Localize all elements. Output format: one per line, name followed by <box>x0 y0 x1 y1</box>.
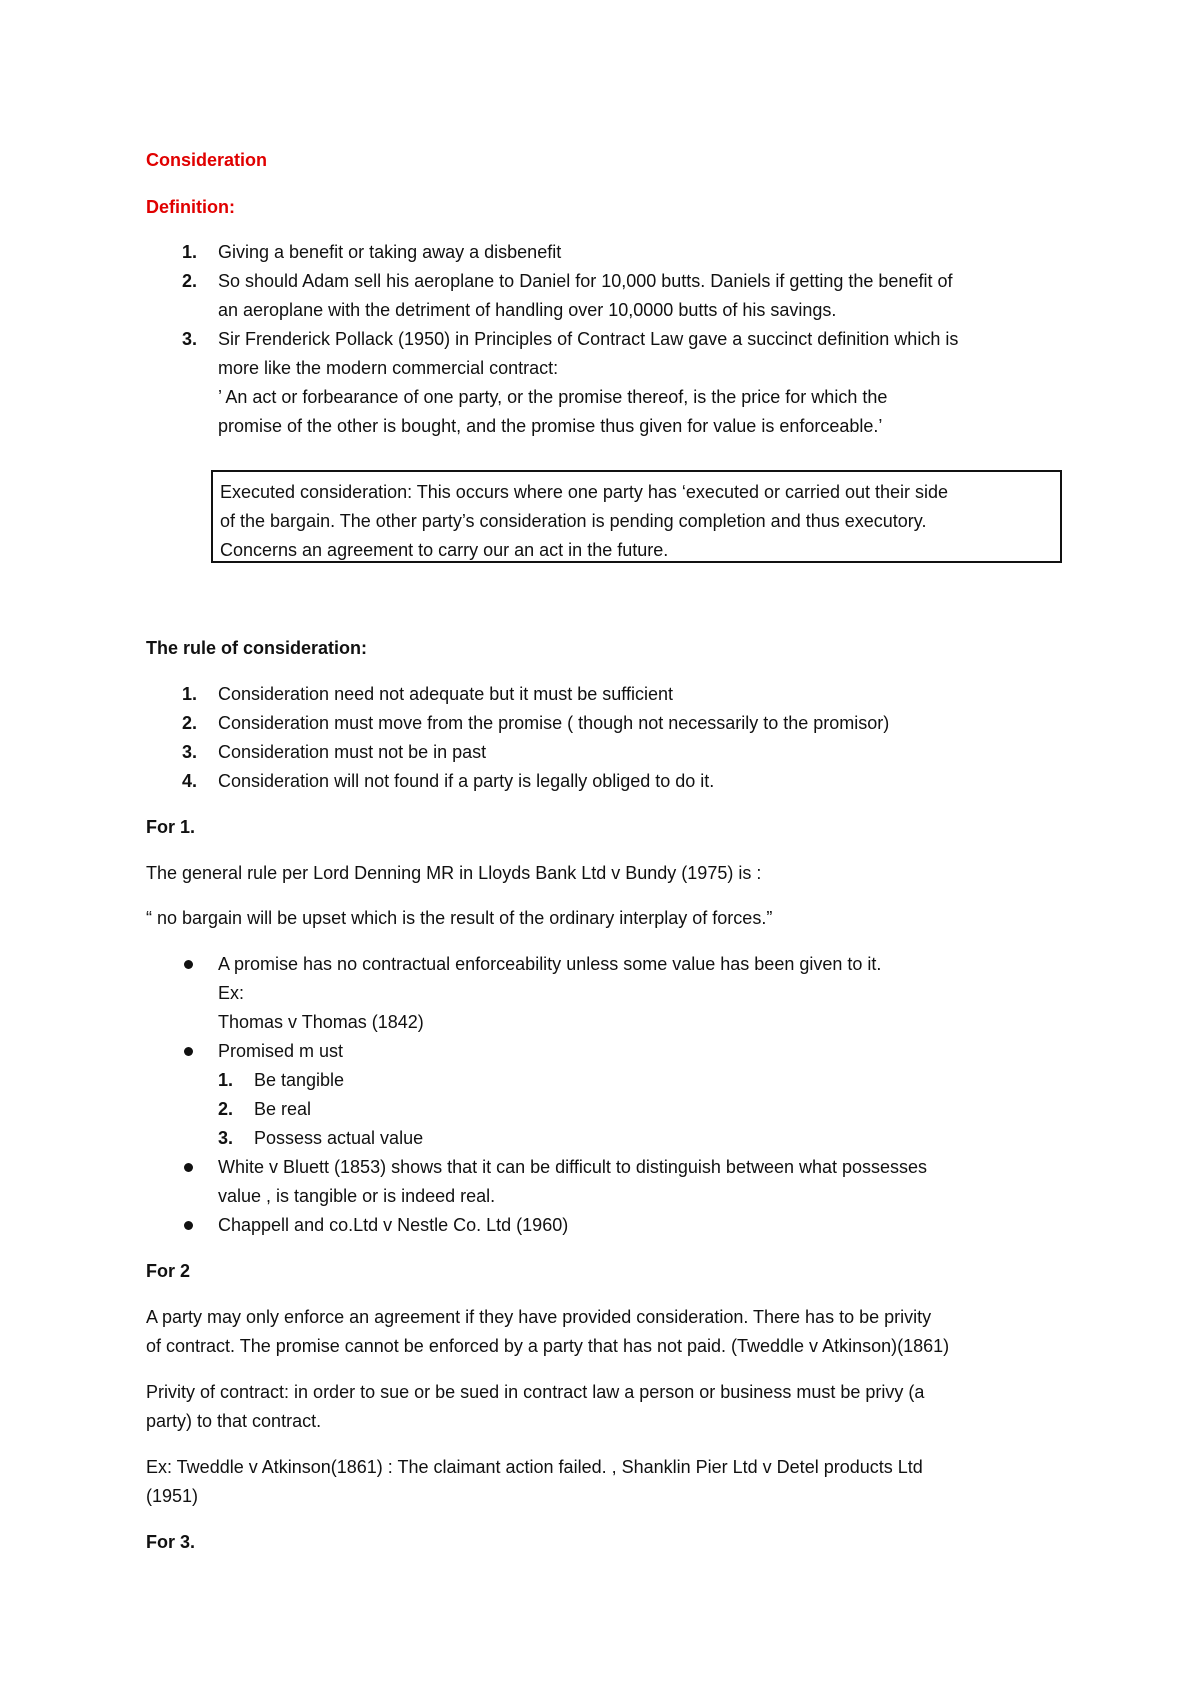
rule-item-text: Consideration need not adequate but it must be sufficient <box>218 684 673 704</box>
definition-item-number: 2. <box>182 271 198 291</box>
rule-item-number: 1. <box>182 684 198 704</box>
bullet-line: A promise has no contractual enforceability unless some value has been given to it. <box>218 954 882 974</box>
rule-item-text: Consideration must move from the promise ( though not necessarily to the promisor) <box>218 713 890 733</box>
for2-paragraph-line: of contract. The promise cannot be enforced by a party that has not paid. (Tweddle v Atkinson)(1861) <box>146 1336 950 1356</box>
for2-paragraph-line: party) to that contract. <box>146 1411 322 1431</box>
for2-paragraph-line: (1951) <box>146 1486 199 1506</box>
definition-item-line: more like the modern commercial contract: <box>218 358 559 378</box>
sub-item-text: Possess actual value <box>254 1128 424 1148</box>
for2-paragraph-line: A party may only enforce an agreement if they have provided consideration. There has to be privity <box>146 1307 932 1327</box>
box-line: Executed consideration: This occurs where one party has ‘executed or carried out their side <box>220 482 949 502</box>
definition-item-line: an aeroplane with the detriment of handling over 10,0000 butts of his savings. <box>218 300 837 320</box>
rule-item-number: 3. <box>182 742 198 762</box>
definition-item-number: 1. <box>182 242 198 262</box>
bullet-line: value , is tangible or is indeed real. <box>218 1186 496 1206</box>
sub-item-text: Be real <box>254 1099 312 1119</box>
for2-heading: For 2 <box>146 1261 191 1281</box>
box-line: of the bargain. The other party’s consideration is pending completion and thus executory. <box>220 511 927 531</box>
doc-title: Consideration <box>146 150 268 170</box>
bullet-icon <box>184 1163 193 1172</box>
for2-paragraph-line: Ex: Tweddle v Atkinson(1861) : The claimant action failed. , Shanklin Pier Ltd v Detel products Ltd <box>146 1457 923 1477</box>
bullet-icon <box>184 1221 193 1230</box>
definition-item-number: 3. <box>182 329 198 349</box>
for1-heading: For 1. <box>146 817 196 837</box>
definition-item-line: Sir Frenderick Pollack (1950) in Principles of Contract Law gave a succinct definition which is <box>218 329 959 349</box>
bullet-line: Ex: <box>218 983 245 1003</box>
for1-quote: “ no bargain will be upset which is the result of the ordinary interplay of forces.” <box>146 908 773 928</box>
bullet-line: Chappell and co.Ltd v Nestle Co. Ltd (1960) <box>218 1215 569 1235</box>
bullet-icon <box>184 1047 193 1056</box>
definition-item-line: promise of the other is bought, and the promise thus given for value is enforceable.’ <box>218 416 883 436</box>
sub-item-text: Be tangible <box>254 1070 345 1090</box>
rule-item-text: Consideration must not be in past <box>218 742 487 762</box>
bullet-line: White v Bluett (1853) shows that it can be difficult to distinguish between what possesses <box>218 1157 928 1177</box>
rule-item-number: 2. <box>182 713 198 733</box>
rule-item-number: 4. <box>182 771 198 791</box>
rule-item-text: Consideration will not found if a party is legally obliged to do it. <box>218 771 715 791</box>
sub-item-number: 3. <box>218 1128 234 1148</box>
for2-paragraph-line: Privity of contract: in order to sue or be sued in contract law a person or business must be privy (a <box>146 1382 925 1402</box>
definition-item-line: So should Adam sell his aeroplane to Daniel for 10,000 butts. Daniels if getting the benefit of <box>218 271 953 291</box>
sub-item-number: 1. <box>218 1070 234 1090</box>
definition-item-line: ’ An act or forbearance of one party, or the promise thereof, is the price for which the <box>218 387 888 407</box>
box-line: Concerns an agreement to carry our an act in the future. <box>220 540 669 560</box>
definition-heading: Definition: <box>146 197 235 217</box>
bullet-line: Promised m ust <box>218 1041 344 1061</box>
definition-item-line: Giving a benefit or taking away a disbenefit <box>218 242 562 262</box>
bullet-icon <box>184 960 193 969</box>
sub-item-number: 2. <box>218 1099 234 1119</box>
bullet-line: Thomas v Thomas (1842) <box>218 1012 424 1032</box>
for1-intro: The general rule per Lord Denning MR in Lloyds Bank Ltd v Bundy (1975) is : <box>146 863 762 883</box>
rule-heading: The rule of consideration: <box>146 638 368 658</box>
for3-heading: For 3. <box>146 1532 196 1552</box>
